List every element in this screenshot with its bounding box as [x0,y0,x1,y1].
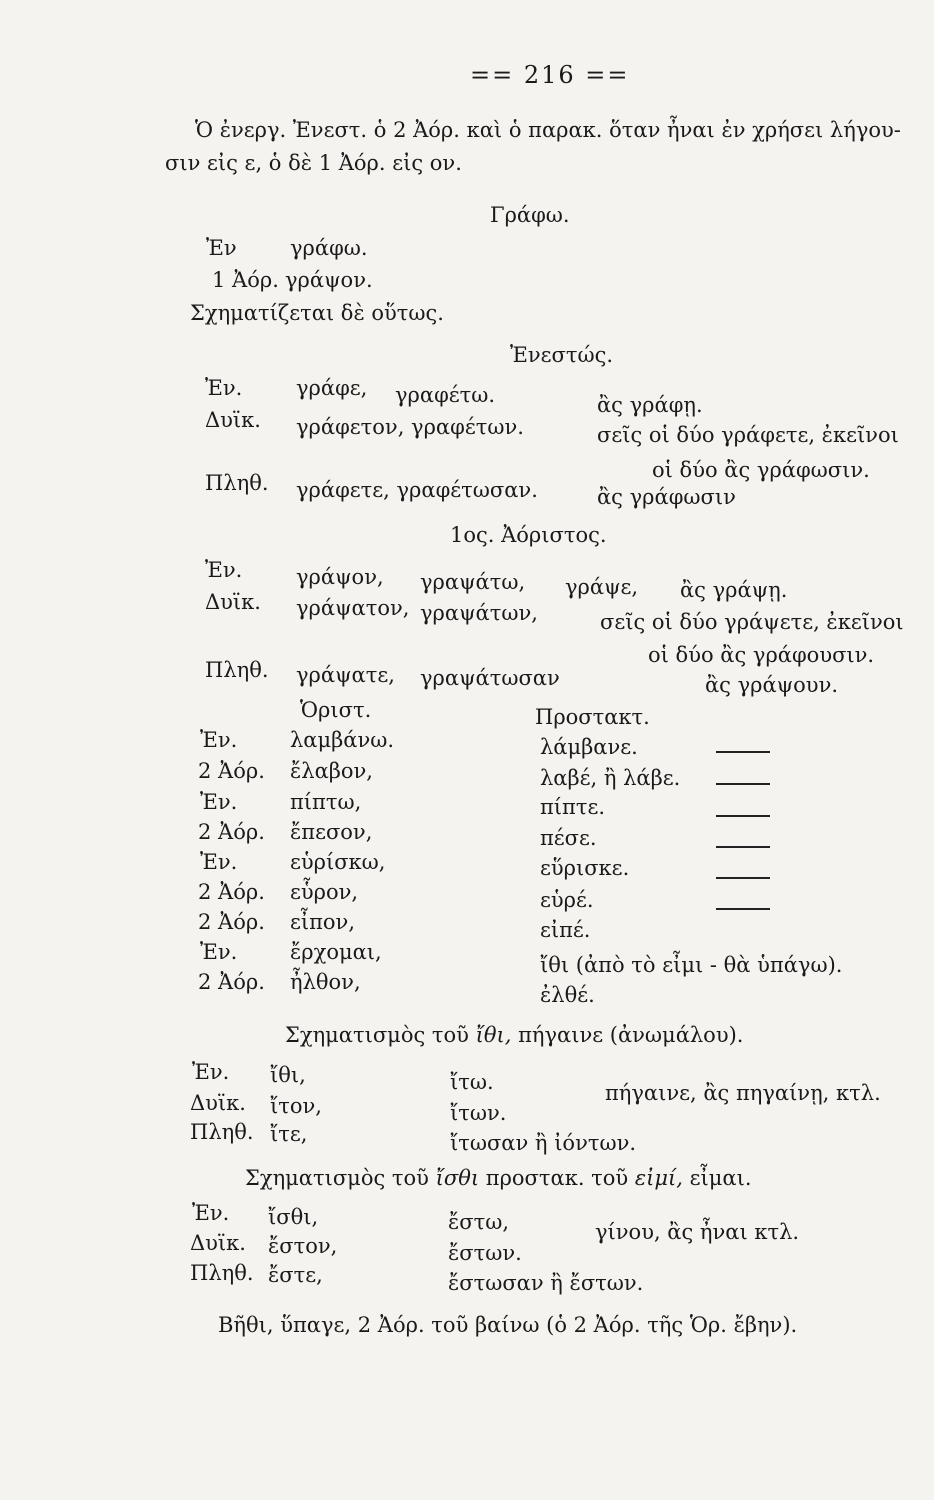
forms-head-right: Προστακτ. [535,705,650,729]
forms-left: πίπτω, [290,790,362,814]
forms-right: ἴθι (ἀπὸ τὸ εἶμι - θὰ ὑπάγω). [540,953,843,977]
forms-right: λαβέ, ἢ λάβε. [540,766,681,790]
forms-right: εὑρέ. [540,888,594,912]
forms-right: ἐλθέ. [540,983,595,1007]
forms-label: Ἐν. [200,940,238,964]
present-cell: γράφετον, γραφέτων. [296,415,524,439]
present-cell: οἱ δύο ἂς γράφωσιν. [652,458,870,482]
ithi-title [285,1025,743,1046]
isthi-title-b: προστακ. τοῦ [485,1166,629,1190]
dash-line [716,846,770,848]
dash-line [716,877,770,879]
aorist-cell: γράψατον, [296,596,410,620]
aorist-cell: γραψάτωσαν [420,666,560,690]
isthi-title-word: ἴσθι [435,1166,480,1190]
present-label: Ἐν. [205,376,243,400]
intro-line-2: σιν εἰς ε, ὁ δὲ 1 Ἀόρ. εἰς ον. [165,151,462,175]
present-cell: γράφε, [296,376,368,400]
page-number: == 216 == [470,61,630,89]
aorist-cell: γράψε, [565,575,639,599]
aorist-title: 1ος. Ἀόριστος. [450,523,607,547]
forms-label: 2 Ἀόρ. [198,970,265,994]
ithi-cell: ἴτε, [270,1122,308,1146]
grafo-aor-label: 1 Ἀόρ. [212,268,279,292]
aorist-cell: γράψατε, [296,663,395,687]
forms-label: 2 Ἀόρ. [198,820,265,844]
aorist-label: Δυϊκ. [205,590,261,614]
present-cell: γράφετε, γραφέτωσαν. [296,478,538,502]
aorist-cell: ἂς γράψῃ. [680,578,788,602]
dash-line [716,908,770,910]
aorist-cell: οἱ δύο ἂς γράφουσιν. [648,643,875,667]
ithi-title-word: ἴθι, [475,1023,512,1047]
forms-right: εὕρισκε. [540,856,630,880]
forms-right: πέσε. [540,826,597,850]
ithi-cell: ἴτωσαν ἢ ἰόντων. [450,1131,637,1155]
ithi-cell: ἴτον, [270,1094,322,1118]
forms-label: 2 Ἀόρ. [198,880,265,904]
isthi-title-a: Σχηματισμὸς τοῦ [245,1166,429,1190]
aorist-cell: γράψον, [296,565,384,589]
present-label: Δυϊκ. [205,408,261,432]
aorist-cell: ἂς γράψουν. [705,673,839,697]
dash-line [716,751,770,753]
grafo-note: Σχηματίζεται δὲ οὕτως. [190,301,444,325]
grafo-aor-value: γράψον. [285,268,373,292]
forms-left: ἔλαβον, [290,759,373,783]
ithi-cell: ἴθι, [270,1063,306,1087]
isthi-cell: ἔστε, [268,1263,323,1287]
forms-left: ἔπεσον, [290,820,373,844]
aorist-cell: γραψάτων, [420,601,538,625]
forms-label: 2 Ἀόρ. [198,759,265,783]
ithi-cell: ἴτων. [450,1101,507,1125]
isthi-label: Ἐν. [192,1201,230,1225]
forms-right: λάμβανε. [540,735,638,759]
isthi-label: Πληθ. [190,1261,254,1285]
aorist-label: Πληθ. [205,658,269,682]
isthi-cell: ἔστωσαν ἢ ἔστων. [448,1271,644,1295]
forms-label: Ἐν. [200,850,238,874]
grafo-title: Γράφω. [490,203,570,227]
forms-left: λαμβάνω. [290,728,395,752]
isthi-side: γίνου, ἂς ἦναι κτλ. [595,1220,800,1244]
ithi-side: πήγαινε, ἂς πηγαίνῃ, κτλ. [605,1081,881,1105]
isthi-title-word2: εἰμί, [634,1166,683,1190]
ithi-title-b: πήγαινε (ἀνωμάλου). [518,1023,744,1047]
ithi-label: Ἐν. [192,1060,230,1084]
present-cell: σεῖς οἱ δύο γράφετε, ἐκεῖνοι [597,423,899,447]
forms-label: 2 Ἀόρ. [198,910,265,934]
aorist-label: Ἐν. [205,558,243,582]
isthi-title-c: εἶμαι. [689,1166,752,1190]
isthi-cell: ἔστον, [268,1234,338,1258]
dash-line [716,815,770,817]
forms-label: Ἐν. [200,790,238,814]
forms-right: πίπτε. [540,795,606,819]
ithi-cell: ἴτω. [450,1070,494,1094]
grafo-en-value: γράφω. [290,236,368,260]
forms-left: εἶπον, [290,910,355,934]
ithi-title-a: Σχηματισμὸς τοῦ [285,1023,469,1047]
intro-line-1: Ὁ ἐνεργ. Ἐνεστ. ὁ 2 Ἀόρ. καὶ ὁ παρακ. ὅταν ἦναι ἐν χρήσει λήγου- [195,118,901,142]
forms-right: εἰπέ. [540,918,591,942]
ithi-label: Πληθ. [190,1120,254,1144]
aorist-cell: σεῖς οἱ δύο γράψετε, ἐκεῖνοι [600,610,904,634]
isthi-cell: ἔστων. [448,1241,522,1265]
forms-head-left: Ὁριστ. [300,698,372,722]
forms-left: ἔρχομαι, [290,940,382,964]
forms-left: ἦλθον, [290,970,361,994]
forms-left: εὗρον, [290,880,359,904]
present-cell: ἂς γράφωσιν [597,485,736,509]
isthi-title [245,1168,752,1189]
present-cell: γραφέτω. [395,383,496,407]
grafo-en-label: Ἐν [206,236,237,260]
present-label: Πληθ. [205,471,269,495]
present-cell: ἂς γράφῃ. [597,393,703,417]
ithi-label: Δυϊκ. [190,1091,246,1115]
dash-line [716,783,770,785]
isthi-cell: ἴσθι, [268,1205,319,1229]
aorist-cell: γραψάτω, [420,570,526,594]
isthi-cell: ἔστω, [448,1210,510,1234]
forms-left: εὑρίσκω, [290,850,386,874]
present-title: Ἐνεστώς. [510,343,614,367]
forms-label: Ἐν. [200,728,238,752]
isthi-label: Δυϊκ. [190,1231,246,1255]
last-line: Βῆθι, ὕπαγε, 2 Ἀόρ. τοῦ βαίνω (ὁ 2 Ἀόρ. τῆς Ὁρ. ἔβην). [218,1313,798,1337]
